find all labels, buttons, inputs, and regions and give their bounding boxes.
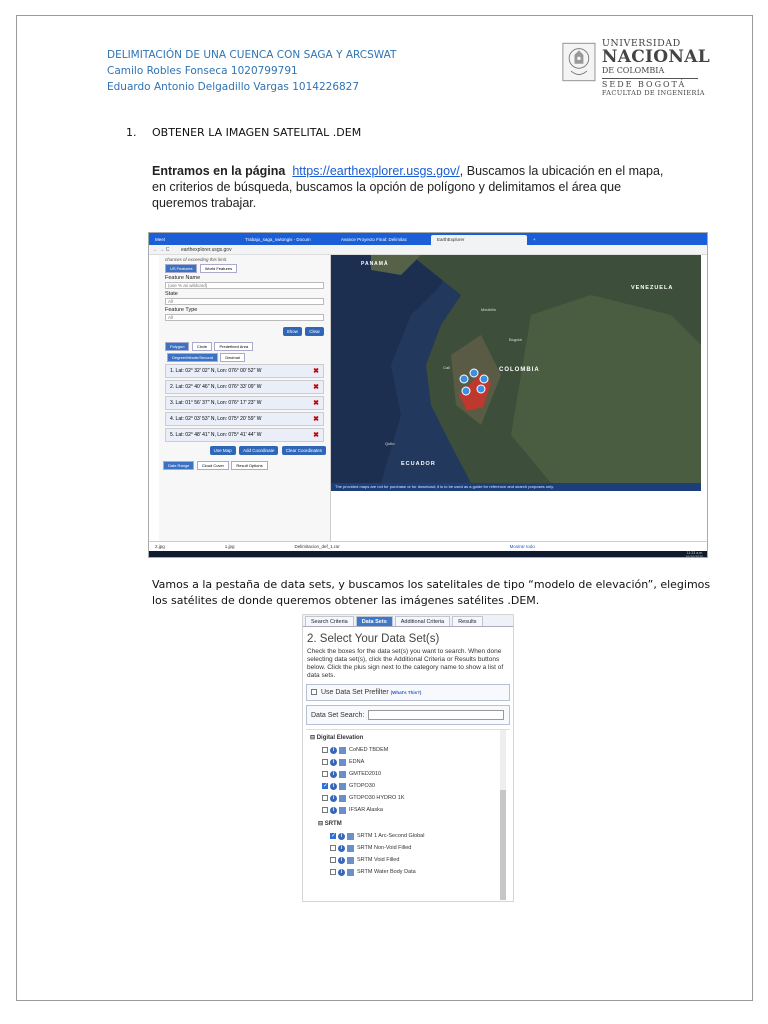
download-item[interactable]: 2.jpg	[155, 544, 165, 549]
intro-paragraph	[152, 163, 672, 211]
browser-tab-active[interactable]: EarthExplorer	[431, 235, 527, 245]
info-icon[interactable]: i	[338, 869, 345, 876]
info-icon[interactable]: i	[330, 771, 337, 778]
clear-coordinates-button[interactable]: Clear Coordinates	[282, 446, 326, 455]
earthexplorer-screenshot	[148, 232, 708, 558]
coordinate-text: 4. Lat: 02° 03' 53" N, Lon: 075° 20' 59" W	[170, 416, 262, 422]
delete-coordinate-icon[interactable]: ✖	[313, 416, 319, 423]
prefilter-help-link[interactable]: (What's This?)	[390, 690, 422, 695]
dataset-checkbox[interactable]	[322, 807, 328, 813]
metadata-icon[interactable]	[347, 857, 354, 864]
show-button[interactable]: Show	[283, 327, 302, 336]
category-digital-elevation[interactable]: ⊟ Digital Elevation	[310, 735, 364, 741]
dataset-item[interactable]	[330, 842, 510, 854]
coordinate-text: 2. Lat: 02° 40' 46" N, Lon: 076° 33' 09" W	[170, 384, 262, 390]
coordinate-text: 5. Lat: 02° 48' 41" N, Lon: 075° 41' 44" W	[170, 432, 262, 438]
windows-taskbar	[149, 551, 708, 558]
university-seal-icon	[562, 40, 596, 84]
feature-name-input[interactable]: (use % as wildcard)	[165, 282, 324, 289]
dataset-checkbox[interactable]	[330, 869, 336, 875]
polygon-tab[interactable]: Polygon	[165, 342, 189, 351]
map-label-ecuador: ECUADOR	[401, 461, 436, 467]
section-heading	[126, 126, 361, 139]
dataset-title: 2. Select Your Data Set(s)	[307, 633, 440, 645]
dataset-label: IFSAR Alaska	[349, 807, 383, 813]
dataset-scrollbar[interactable]	[500, 730, 506, 900]
dataset-item[interactable]	[322, 804, 510, 816]
delete-coordinate-icon[interactable]: ✖	[313, 400, 319, 407]
satellite-map[interactable]	[331, 255, 701, 483]
dataset-item[interactable]	[322, 768, 510, 780]
search-criteria-tab[interactable]: Search Criteria	[305, 616, 354, 626]
info-icon[interactable]: i	[330, 783, 337, 790]
dataset-label: EDNA	[349, 759, 365, 765]
author-2: Eduardo Antonio Delgadillo Vargas 1014226827	[107, 81, 360, 93]
data-sets-tab[interactable]: Data Sets	[356, 616, 393, 626]
decimal-tab[interactable]: Decimal	[220, 353, 244, 362]
category-srtm[interactable]: ⊟ SRTM	[318, 821, 342, 827]
intro-rest: , Buscamos la ubicación en el mapa, en criterios de búsqueda, buscamos la opción de polígono y delimitamos el área que queremos trabajar.	[152, 164, 664, 210]
dataset-checkbox[interactable]	[322, 759, 328, 765]
dataset-checkbox[interactable]	[322, 747, 328, 753]
intro-bold: Entramos en la página	[152, 164, 286, 178]
metadata-icon[interactable]	[339, 795, 346, 802]
prefilter-checkbox[interactable]	[311, 689, 317, 695]
logo-universidad: UNIVERSIDAD	[601, 38, 681, 49]
map-label-cali: Cali	[443, 365, 450, 370]
dataset-tree	[306, 729, 510, 899]
browser-tab[interactable]: Trabajo_saga_swtongis - Docum	[245, 237, 311, 242]
logo-sede: SEDE BOGOTÁ	[601, 80, 687, 89]
info-icon[interactable]: i	[338, 857, 345, 864]
dataset-tabs	[303, 615, 513, 627]
download-bar	[149, 541, 708, 551]
additional-criteria-tab[interactable]: Additional Criteria	[395, 616, 450, 626]
prefilter-box	[306, 684, 510, 701]
metadata-icon[interactable]	[339, 759, 346, 766]
dataset-checkbox[interactable]	[322, 771, 328, 777]
coordinate-row	[165, 412, 324, 426]
metadata-icon[interactable]	[339, 771, 346, 778]
earthexplorer-link[interactable]: https://earthexplorer.usgs.gov/	[292, 164, 460, 178]
map-label-bogota: Bogotá	[509, 337, 522, 342]
predefined-area-tab[interactable]: Predefined Area	[214, 342, 253, 351]
map-label-quito: Quito	[385, 441, 395, 446]
taskbar-clock: 11:23 a.m.	[686, 551, 703, 555]
us-features-toggle[interactable]: US Features	[165, 264, 197, 273]
nav-arrows-icon[interactable]: ← → C	[153, 246, 170, 253]
info-icon[interactable]: i	[330, 759, 337, 766]
dataset-item[interactable]	[322, 792, 510, 804]
section-title: OBTENER LA IMAGEN SATELITAL .DEM	[152, 126, 362, 139]
map-disclaimer: The provided maps are not for purchase or for download; it is to be used as a guide for reference and search purposes only.	[331, 483, 701, 491]
dataset-checkbox[interactable]	[322, 795, 328, 801]
metadata-icon[interactable]	[339, 747, 346, 754]
map-label-medellin: Medellín	[481, 307, 497, 312]
document-header	[107, 47, 396, 95]
dataset-label: SRTM 1 Arc-Second Global	[357, 833, 425, 839]
dataset-item[interactable]	[322, 744, 510, 756]
delete-coordinate-icon[interactable]: ✖	[313, 368, 319, 375]
map-label-venezuela: VENEZUELA	[631, 285, 674, 291]
map-label-colombia: COLOMBIA	[499, 367, 540, 373]
metadata-icon[interactable]	[347, 869, 354, 876]
document-title: DELIMITACIÓN DE UNA CUENCA CON SAGA Y ARCSWAT	[107, 49, 397, 61]
results-tab[interactable]: Results	[452, 616, 482, 626]
delete-coordinate-icon[interactable]: ✖	[313, 384, 319, 391]
feature-type-select[interactable]: All	[165, 314, 324, 321]
dataset-label: GMTED2010	[349, 771, 382, 777]
browser-tab-bar	[149, 233, 707, 245]
clear-button[interactable]: Clear	[305, 327, 324, 336]
info-icon[interactable]: i	[338, 833, 345, 840]
dataset-label: SRTM Void Filled	[357, 857, 400, 863]
taskbar-date: 16/10/2020	[685, 555, 703, 558]
coordinate-row	[165, 396, 324, 410]
circle-tab[interactable]: Circle	[192, 342, 212, 351]
dataset-checkbox-checked[interactable]	[330, 833, 336, 839]
dataset-item[interactable]	[322, 780, 510, 792]
info-icon[interactable]: i	[338, 845, 345, 852]
category-label: Digital Elevation	[316, 735, 364, 741]
coordinate-text: 1. Lat: 02° 32' 02" N, Lon: 076° 00' 52" W	[170, 368, 262, 374]
download-item[interactable]: Delimitacion_def_1.rar	[294, 544, 340, 549]
dataset-search-label: Data Set Search:	[311, 711, 365, 719]
info-icon[interactable]: i	[330, 807, 337, 814]
feature-type-label: Feature Type	[165, 307, 198, 313]
address-bar	[149, 245, 707, 255]
dataset-description: Check the boxes for the data set(s) you want to search. When done selecting data set(s), click the Additional Criteria or Results buttons below. Click the plus sign next to the category name to show a list of data sets.	[307, 648, 504, 679]
dataset-checkbox[interactable]	[330, 857, 336, 863]
state-select[interactable]: All	[165, 298, 324, 305]
author-1: Camilo Robles Fonseca 1020799791	[107, 65, 298, 77]
logo-de-colombia: DE COLOMBIA	[601, 66, 665, 75]
university-logo	[562, 38, 710, 102]
dms-tab[interactable]: Degree/Minute/Second	[167, 353, 218, 362]
dataset-checkbox[interactable]	[330, 845, 336, 851]
download-item[interactable]: 1.jpg	[224, 544, 235, 549]
result-options-tab[interactable]: Result Options	[231, 461, 267, 470]
dataset-checkbox-checked[interactable]	[322, 783, 328, 789]
dataset-label: GTOPO30 HYDRO 1K	[349, 795, 405, 801]
new-tab-icon[interactable]: +	[533, 237, 536, 242]
map-label-panama: PANAMÁ	[361, 261, 389, 267]
metadata-icon[interactable]	[347, 833, 354, 840]
dataset-item[interactable]	[330, 866, 510, 878]
coordinate-row	[165, 380, 324, 394]
dataset-label: SRTM Non-Void Filled	[357, 845, 412, 851]
show-all-downloads[interactable]: Mostrar todo	[509, 544, 535, 549]
metadata-icon[interactable]	[339, 783, 346, 790]
dataset-search-box	[306, 705, 510, 725]
logo-nacional: NACIONAL	[601, 47, 710, 67]
state-label: State	[165, 291, 178, 297]
use-map-button[interactable]: Use Map	[210, 446, 236, 455]
logo-facultad: FACULTAD DE INGENIERÍA	[601, 89, 705, 97]
section-number: 1.	[126, 126, 137, 139]
dataset-label: GTOPO30	[349, 783, 375, 789]
coordinate-text: 3. Lat: 01° 56' 37" N, Lon: 076° 17' 23" W	[170, 400, 262, 406]
dataset-label: SRTM Water Body Data	[357, 869, 416, 875]
datasets-caption: Vamos a la pestaña de data sets, y buscamos los satelitales de tipo “modelo de elevación”, elegimos los satélites de donde queremos obtener las imágenes satélites .DEM.	[152, 578, 711, 607]
metadata-icon[interactable]	[347, 845, 354, 852]
info-icon[interactable]: i	[330, 795, 337, 802]
date-range-tab[interactable]: Date Range	[163, 461, 194, 470]
dataset-item[interactable]	[330, 854, 510, 866]
search-criteria-panel	[159, 255, 331, 541]
dataset-item[interactable]	[322, 756, 510, 768]
feature-name-label: Feature Name	[165, 275, 201, 281]
browser-tab[interactable]: Avance Proyecto Final: Delimitac	[341, 237, 407, 242]
delete-coordinate-icon[interactable]: ✖	[313, 432, 319, 439]
info-icon[interactable]: i	[330, 747, 337, 754]
dataset-item[interactable]	[330, 830, 510, 842]
metadata-icon[interactable]	[339, 807, 346, 814]
dataset-search-input[interactable]	[368, 710, 504, 720]
category-label: SRTM	[324, 821, 342, 827]
scrollbar-thumb[interactable]	[500, 790, 506, 900]
world-features-toggle[interactable]: World Features	[200, 264, 237, 273]
limit-note: chances of exceeding this limit.	[165, 257, 228, 262]
browser-tab[interactable]: Meet	[155, 237, 166, 242]
prefilter-label: Use Data Set Prefilter	[320, 689, 389, 696]
add-coordinate-button[interactable]: Add Coordinate	[239, 446, 278, 455]
dataset-selection-panel	[302, 614, 514, 902]
cloud-cover-tab[interactable]: Cloud Cover	[197, 461, 229, 470]
coordinate-row	[165, 428, 324, 442]
dataset-label: CoNED TBDEM	[349, 747, 389, 753]
url-field[interactable]: earthexplorer.usgs.gov	[181, 246, 232, 253]
coordinate-row	[165, 364, 324, 378]
